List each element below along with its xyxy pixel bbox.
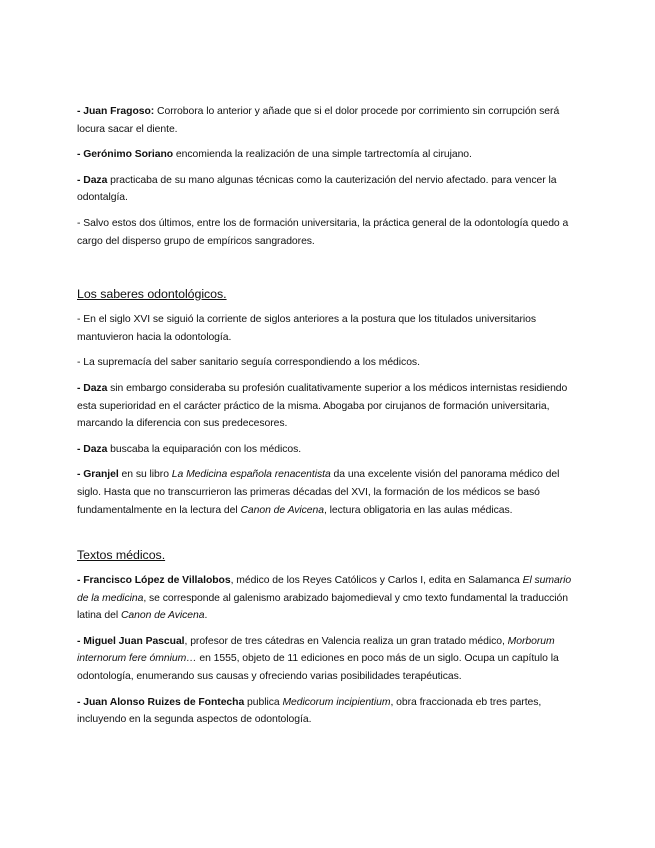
section-heading-saberes: Los saberes odontológicos. (77, 287, 227, 302)
paragraph-daza-equiparacion (77, 441, 577, 459)
paragraph-empiricos (77, 215, 577, 250)
paragraph-daza-superior (77, 380, 577, 433)
document-body (77, 103, 577, 737)
paragraph-text: , médico de los Reyes Católicos y Carlos I, edita en Salamanca (230, 575, 523, 587)
paragraph-text: , obra fraccionada eb tres partes, incluyendo en la segunda aspectos de odontología. (77, 696, 542, 726)
person-name: - Gerónimo Soriano (77, 149, 174, 161)
person-name: - Daza (77, 174, 108, 186)
paragraph-text: practicaba de su mano algunas técnicas como la cauterización del nervio afectado. para vencer la odontalgía. (77, 174, 557, 204)
paragraph-siglo-xvi (77, 311, 577, 346)
paragraph-text: - Salvo estos dos últimos, entre los de formación universitaria, la práctica general de la odontología quedo a cargo del disperso grupo de empíricos sangradores. (77, 217, 569, 247)
book-title: El sumario de la medicina (77, 575, 572, 604)
paragraph-text: sin embargo consideraba su profesión cualitativamente superior a los médicos internistas residiendo esta superioridad en el carácter práctico de la misma. Abogaba por cirujanos de formación universitaria, marcando la diferencia con sus predecesores. (77, 382, 568, 430)
paragraph-text: - En el siglo XVI se siguió la corriente de siglos anteriores a la postura que los titulados universitarios mantuvieron hacia la odontología. (77, 314, 537, 343)
paragraph-text: , se corresponde al galenismo arabizado bajomedieval y cmo texto fundamental la traducción latina del (77, 592, 568, 622)
paragraph-juan-fragoso (77, 103, 577, 138)
paragraph-text: . (204, 610, 208, 622)
paragraph-text: , lectura obligatoria en las aulas médicas. (324, 504, 513, 516)
paragraph-supremacia (77, 354, 577, 372)
book-title: Medicorum incipientium (282, 696, 391, 708)
paragraph-text: publica (244, 696, 283, 708)
book-title: La Medicina española renacentista (171, 469, 331, 481)
paragraph-text: encomienda la realización de una simple tartrectomía al cirujano. (173, 149, 472, 161)
paragraph-text: Corrobora lo anterior y añade que si el dolor procede por corrimiento sin corrupción será locura sacar el diente. (77, 106, 560, 135)
book-title: Canon de Avicena (120, 610, 205, 622)
paragraph-text: da una excelente visión del panorama médico del siglo. Hasta que no transcurrieron las primeras décadas del XVI, la formación de los médicos se basó fundamentalmente en la lectura del (77, 469, 560, 516)
section-heading-textos: Textos médicos. (77, 548, 166, 563)
person-name: - Juan Fragoso: (77, 106, 155, 117)
person-name: - Granjel (77, 469, 119, 481)
paragraph-daza-cauterizacion (77, 172, 577, 207)
person-name: - Juan Alonso Ruizes de Fontecha (77, 696, 245, 708)
paragraph-text: en 1555, objeto de 11 ediciones en poco más de un siglo. Ocupa un capítulo la odontología, enumerando sus causas y ofreciendo varias posibilidades terapéuticas. (77, 653, 559, 683)
person-name: - Miguel Juan Pascual (77, 635, 185, 647)
person-name: - Daza (77, 382, 108, 394)
paragraph-geronimo-soriano (77, 146, 577, 164)
paragraph-text: buscaba la equiparación con los médicos. (107, 443, 302, 455)
paragraph-text: , profesor de tres cátedras en Valencia realiza un gran tratado médico, (184, 635, 508, 647)
person-name: - Daza (77, 443, 108, 455)
paragraph-villalobos (77, 572, 577, 625)
paragraph-miguel-juan-pascual (77, 633, 577, 686)
paragraph-ruizes-de-fontecha (77, 694, 577, 729)
paragraph-text: - La supremacía del saber sanitario seguía correspondiendo a los médicos. (77, 357, 420, 369)
paragraph-granjel (77, 466, 577, 519)
paragraph-text: en su libro (118, 469, 172, 481)
person-name: - Francisco López de Villalobos (77, 575, 231, 587)
book-title: Morborum internorum fere ómnium… (77, 635, 555, 665)
book-title: Canon de Avicena (240, 504, 324, 516)
